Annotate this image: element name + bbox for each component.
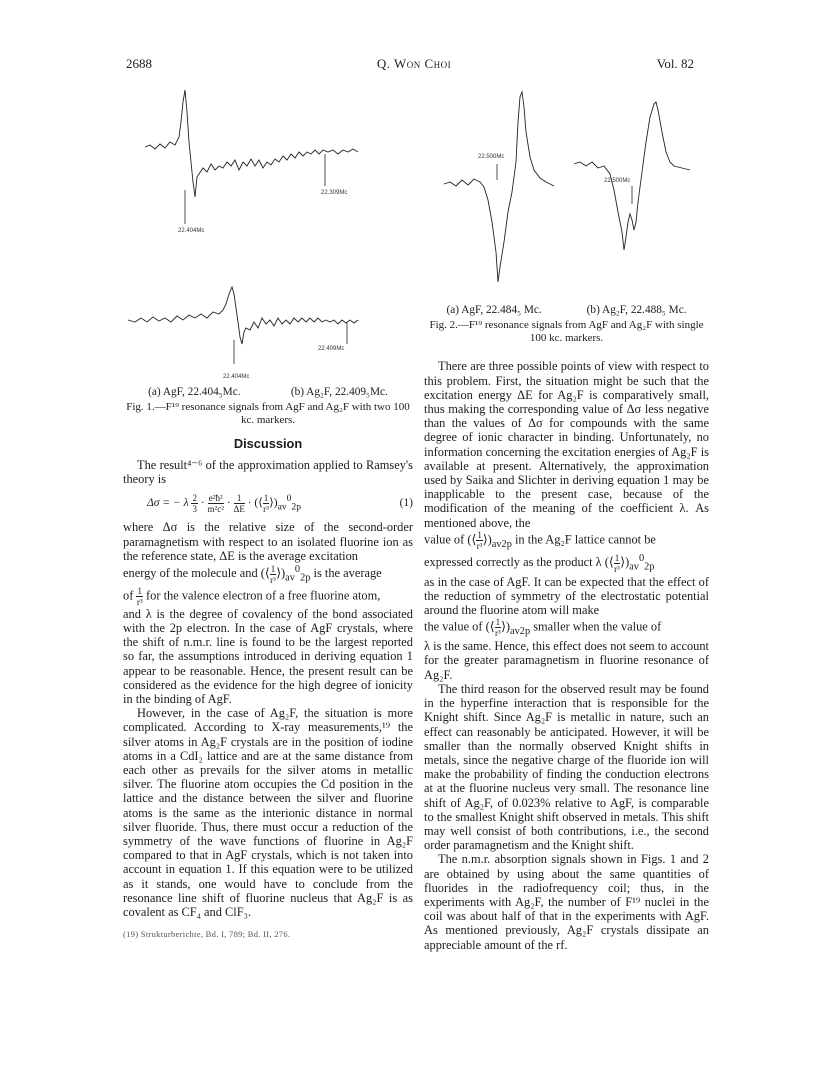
figure-2-spectra [424, 82, 709, 300]
right-lambda-same: λ is the same. Hence, this effect does not seem to account for the greater paramagnetism in fluorine resonance of Ag₂F. [424, 639, 709, 682]
right-value-of-line: value of (⟨ $\frac{1}{\text{r³}}$ $⟩)_{av2p}$ in the Ag₂F lattice cannot be [424, 529, 656, 551]
left-column [123, 82, 413, 941]
figure-2-caption: Fig. 2.—F¹⁹ resonance signals from AgF and Ag₂F with single 100 kc. markers. [429, 319, 704, 345]
fig2-sublabel-b: (b) Ag₂F, 22.488₅ Mc. [586, 304, 687, 317]
figure-1-spectra [123, 82, 413, 382]
figure-1-caption: Fig. 1.—F¹⁹ resonance signals from AgF and Ag₂F with two 100 kc. markers. [126, 401, 410, 427]
page-header [0, 56, 828, 76]
equation-1-number: (1) [399, 497, 413, 510]
figure-2-sublabels [424, 303, 709, 317]
eq1-frac-1-dE: $\frac{1}{\Delta E}$ [233, 492, 245, 514]
discussion-intro: The result⁴⁻⁶ of the approximation applied to Ramsey's theory is [123, 457, 413, 486]
fig1a-marker-right-label: 22.309Mc [321, 190, 348, 196]
right-column [424, 82, 709, 952]
volume-label: Vol. 82 [656, 56, 694, 71]
right-three-views-paragraph: There are three possible points of view with respect to this problem. First, the situation might be such that the excitation energy ΔE for Ag₂F is comparatively small, thus making the corresponding value of Δσ less negative than the values of Δσ for compounds with the same degree of ionic character in binding. Unfortunately, no information concerning the excitation energies of Ag₂F is available at present. Alternatively, the approximation used by Saika and Slichter in deriving equation 1 may be inapplicable to the present case, because of the modification of the meaning of the coefficient λ. As mentioned above, the [424, 359, 709, 530]
right-product-line: expressed correctly as the product λ (⟨ $\frac{1}{\text{r³}}$ $⟩)_{av}^0_{2p}$ [424, 552, 655, 574]
right-the-value-of-line: the value of (⟨ $\frac{1}{\text{r³}}$ $⟩)_{av2p}$ smaller when the value of [424, 617, 662, 639]
figure-1-sublabels [123, 385, 413, 399]
eq1-lhs: Δσ = − λ [147, 496, 189, 509]
fig1b-trace [128, 287, 358, 344]
page-number: 2688 [126, 56, 152, 71]
fig1-sublabel-b: (b) Ag₂F, 22.409₅Mc. [290, 386, 388, 399]
fig2-sublabel-a: (a) AgF, 22.484₅ Mc. [446, 304, 542, 317]
section-heading-discussion: Discussion [233, 436, 303, 452]
fig2a-marker-label: 22.500Mc [478, 154, 505, 160]
fig1a-marker-left-label: 22.404Mc [178, 228, 205, 234]
fig1a-trace [145, 90, 358, 197]
running-author: Q. Won Choi [376, 56, 452, 71]
fig2b-trace [574, 102, 690, 250]
eq1-average-bracket: (⟨ $\frac{1}{\text{r³}}$ $⟩)_{av}^0_{2p}$ [254, 492, 301, 514]
footnote-19: (19) Strukturberichte, Bd. I, 789; Bd. II, 276. [123, 929, 291, 940]
discussion-energy-line: energy of the molecule and (⟨ $\frac{1}{\text{r³}}$ $⟩)_{av}^0_{2p}$ is the average [123, 563, 382, 585]
discussion-however-paragraph: However, in the case of Ag₂F, the situation is more complicated. According to X-ray measurements,¹⁹ the silver atoms in Ag₂F crystals are in the position of iodine atoms in a CdI₂ lattice and are at the same distance from each other as prevails for the silver atoms in metallic silver. The fluorine atom occupies the Cd position in the lattice and the distance between the silver and fluorine atoms is the same as the interionic distance in normal silver fluoride. Thus, there must occur a reduction of the symmetry of the wave functions of fluorine in Ag₂F compared to that in AgF crystals, which is not taken into account in equation 1. If this equation were to be utilized as it stands, one would have to conclude from the resonance line shift of fluorine nucleus that Ag₂F is as covalent as CF₄ and ClF₃. [123, 706, 413, 920]
fig1b-marker-left-label: 22.404Mc [223, 374, 250, 380]
figure-2 [424, 82, 709, 345]
fig2a-trace [444, 92, 554, 282]
fig1b-marker-right-label: 22.409Mc [318, 346, 345, 352]
right-agf-continuation: as in the case of AgF. It can be expected that the effect of the reduction of symmetry of the electrostatic potential around the fluorine atom will make [424, 574, 709, 618]
eq1-frac-e2h2-m2c2: $\frac{\text{e²ħ²}}{\text{m²c²}}$ [207, 492, 224, 514]
equation-1-body: Δσ = − λ $\frac{2}{3}$ · $\frac{\text{e²ħ²}}{\text{m²c²}}$ · $\frac{1}{\Delta E}$ · (⟨ $\frac{1}{\text{r³}}$ $⟩)_{av}^0_{2p}$ [147, 492, 301, 514]
figure-1 [123, 82, 413, 427]
eq1-frac-2-3: $\frac{2}{3}$ [192, 492, 197, 514]
fig2b-marker-label: 22.500Mc [604, 178, 631, 184]
equation-1 [123, 492, 413, 514]
discussion-lambda-paragraph: and λ is the degree of covalency of the bond associated with the 2p electron. In the case of AgF crystals, where the shift of n.m.r. line is found to be the largest reported so far, the assumptions introduced in deriving equation 1 appear to be reasonable. Hence, the present result can be considered as the evidence for the high degree of ionicity in the binding of AgF. [123, 606, 413, 706]
fig1-sublabel-a: (a) AgF, 22.404₅Mc. [148, 386, 241, 399]
discussion-of-line: of $\frac{1}{\text{r³}}$ for the valence electron of a free fluorine atom, [123, 585, 381, 607]
right-third-reason-paragraph: The third reason for the observed result may be found in the hyperfine interaction that is responsible for the Knight shift. Since Ag₂F is metallic in nature, such an effect can reasonably be anticipated. However, it will be smaller than the normally observed Knight shifts in metals, since the negative charge of the fluoride ion will make the probability of finding the conduction electrons at at the fluorine nucleus very small. The resonance line shift of Ag₂F, of 0.023% relative to AgF, is comparable to the smallest Knight shift observed in metals. This shift may well consist of both contributions, i.e., the second order paramagnetism and the Knight shift. [424, 681, 709, 853]
discussion-where: where Δσ is the relative size of the second-order paramagnetism with respect to an isolated fluorine ion as the reference state, ΔE is the average excitation [123, 520, 413, 563]
right-nmr-paragraph: The n.m.r. absorption signals shown in Figs. 1 and 2 are obtained by using about the same quantities of fluorides in the radiofrequency coil; thus, in the experiments with Ag₂F, the number of F¹⁹ nuclei in the coil was about half of that in the experiments with AgF. As mentioned previously, Ag₂F crystals dissipate an appreciable amount of the rf. [424, 852, 709, 952]
